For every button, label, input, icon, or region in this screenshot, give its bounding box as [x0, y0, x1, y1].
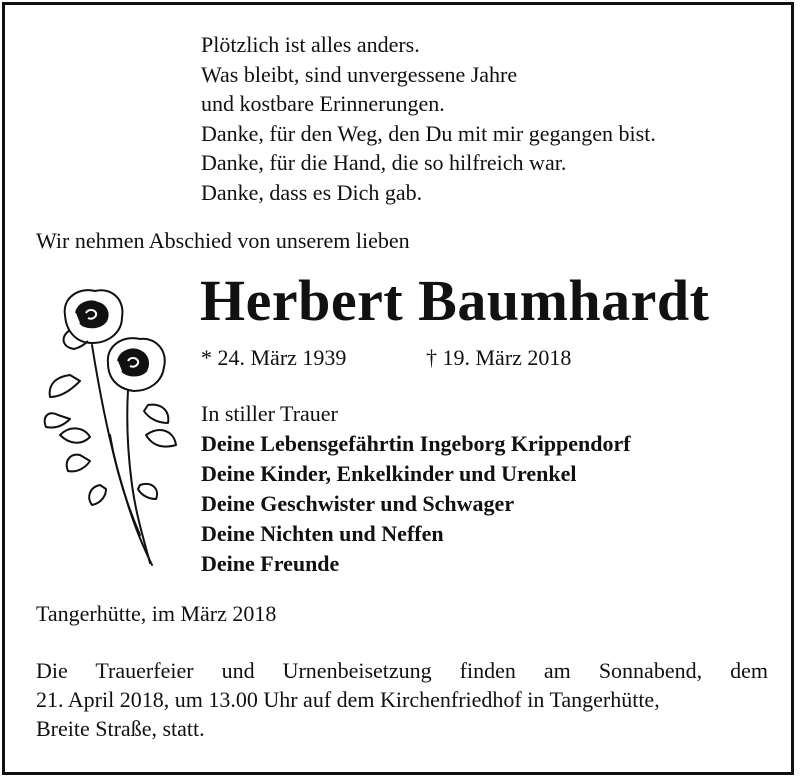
poem-line: Plötzlich ist alles anders. [201, 32, 420, 57]
poem-line: Danke, für die Hand, die so hilfreich war. [201, 150, 567, 175]
mourner-line: Deine Kinder, Enkelkinder und Urenkel [201, 461, 577, 486]
poem [201, 30, 656, 207]
ceremony-line: Breite Straße, statt. [36, 716, 205, 741]
ceremony-info [36, 656, 768, 743]
mourner-line: Deine Lebensgefährtin Ingeborg Krippendorf [201, 431, 631, 456]
mourner-line: Deine Nichten und Neffen [201, 521, 444, 546]
mourner-line: Deine Geschwister und Schwager [201, 491, 515, 516]
mourner-line: Deine Freunde [201, 551, 340, 576]
ceremony-line: Die Trauerfeier und Urnenbeisetzung finden am Sonnabend, dem [36, 658, 768, 683]
place-date: Tangerhütte, im März 2018 [36, 601, 277, 626]
ceremony-line: 21. April 2018, um 13.00 Uhr auf dem Kirchenfriedhof in Tangerhütte, [36, 687, 660, 712]
mourning-intro: In stiller Trauer [201, 401, 338, 426]
roses-icon [40, 285, 180, 570]
deceased-name: Herbert Baumhardt [200, 268, 710, 333]
poem-line: Was bleibt, sind unvergessene Jahre [201, 61, 518, 87]
death-date: † 19. März 2018 [426, 345, 572, 370]
birth-date: * 24. März 1939 [201, 345, 347, 370]
poem-line: Danke, dass es Dich gab. [201, 179, 423, 205]
mourners-block [201, 399, 631, 579]
poem-line: und kostbare Erinnerungen. [201, 91, 445, 116]
farewell-intro: Wir nehmen Abschied von unserem lieben [36, 228, 410, 253]
poem-line: Danke, für den Weg, den Du mit mir gegangen bist. [201, 120, 656, 146]
